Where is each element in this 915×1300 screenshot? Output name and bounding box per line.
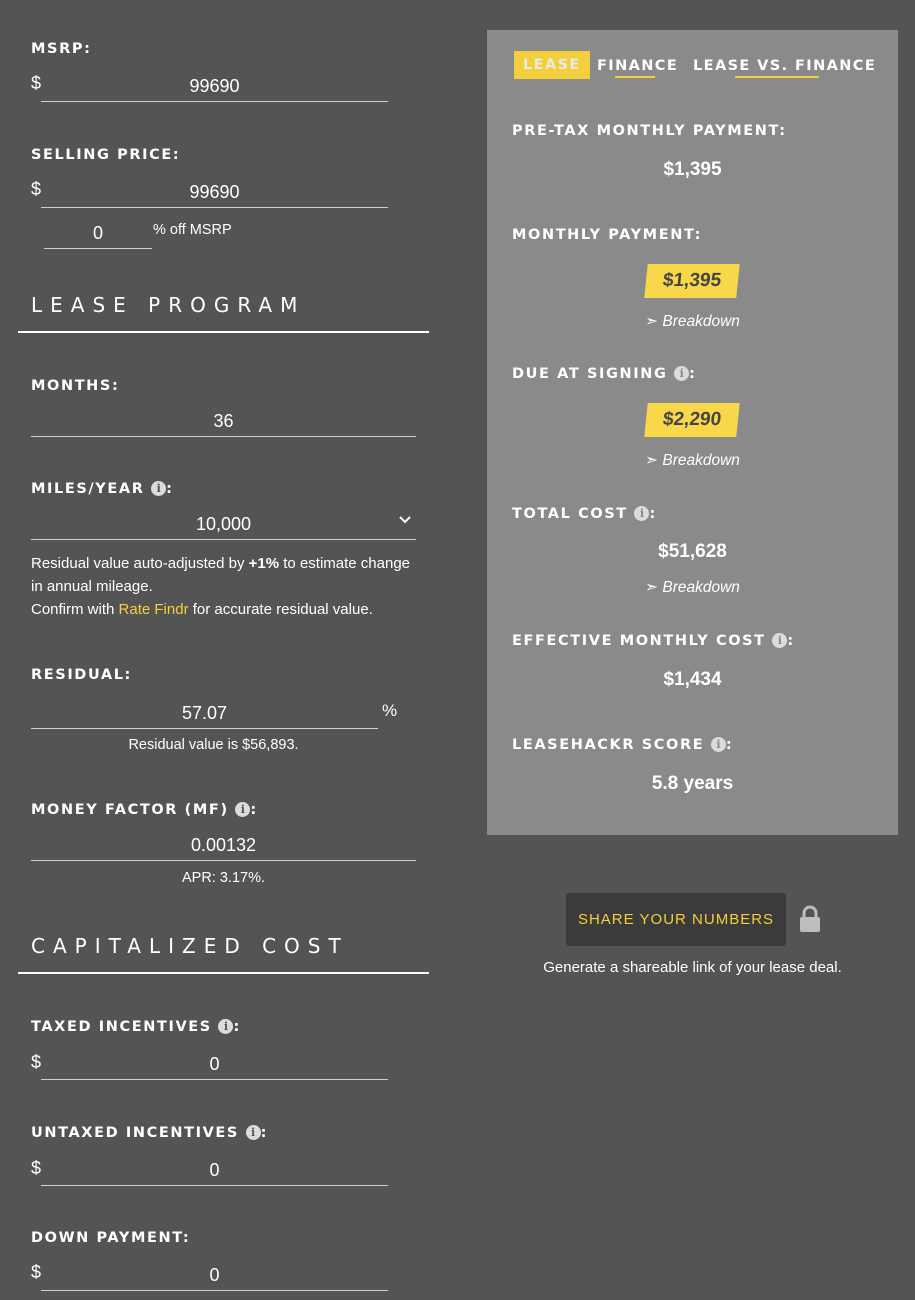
info-icon[interactable]: i xyxy=(246,1125,261,1140)
monthly-breakdown-link[interactable]: ➣ Breakdown xyxy=(645,313,740,330)
taxed-incentives-label-row xyxy=(31,1019,241,1035)
miles-label-row xyxy=(31,481,174,497)
residual-label: RESIDUAL: xyxy=(31,667,132,683)
msrp-label: MSRP: xyxy=(31,41,92,57)
msrp-input[interactable]: 99690 xyxy=(41,71,388,102)
confirm-suffix: for accurate residual value. xyxy=(188,601,373,618)
leasehackr-score-label: LEASEHACKR SCORE xyxy=(512,737,705,753)
untaxed-incentives-input[interactable]: 0 xyxy=(41,1155,388,1186)
info-icon[interactable]: i xyxy=(218,1019,233,1034)
mf-colon: : xyxy=(250,802,258,818)
taxed-incentives-currency: $ xyxy=(31,1052,42,1072)
total-colon: : xyxy=(649,506,657,522)
msrp-currency: $ xyxy=(31,73,42,93)
monthly-payment-badge: $1,395 xyxy=(644,264,740,298)
residual-note-bold: +1% xyxy=(248,555,280,572)
due-at-signing-badge: $2,290 xyxy=(644,403,740,437)
tab-lease-vs-finance-underline xyxy=(735,76,819,78)
taxed-incentives-input[interactable]: 0 xyxy=(41,1049,388,1080)
info-icon[interactable]: i xyxy=(634,506,649,521)
pretax-monthly-label: PRE-TAX MONTHLY PAYMENT: xyxy=(512,123,787,139)
total-breakdown-link[interactable]: ➣ Breakdown xyxy=(645,579,740,596)
leasehackr-score-value: 5.8 years xyxy=(651,773,734,794)
residual-value-note: Residual value is $56,893. xyxy=(128,737,299,753)
monthly-payment-label: MONTHLY PAYMENT: xyxy=(512,227,703,243)
down-payment-currency: $ xyxy=(31,1262,42,1282)
untaxed-incentives-label: UNTAXED INCENTIVES xyxy=(31,1125,239,1141)
taxed-colon: : xyxy=(233,1019,241,1035)
down-payment-input[interactable]: 0 xyxy=(41,1260,388,1291)
share-note: Generate a shareable link of your lease deal. xyxy=(543,959,842,976)
residual-note-text-2: to estimate change in annual mileage. xyxy=(31,555,411,595)
untaxed-incentives-currency: $ xyxy=(31,1158,42,1178)
taxed-incentives-label: TAXED INCENTIVES xyxy=(31,1019,212,1035)
percent-off-input[interactable]: 0 xyxy=(44,218,152,249)
selling-price-label: SELLING PRICE: xyxy=(31,147,181,163)
money-factor-label-row xyxy=(31,802,258,818)
confirm-prefix: Confirm with xyxy=(31,601,119,618)
due-at-signing-label: DUE AT SIGNING xyxy=(512,366,668,382)
info-icon[interactable]: i xyxy=(674,366,689,381)
tab-finance[interactable]: FINANCE xyxy=(597,58,679,74)
total-cost-label-row xyxy=(512,506,657,522)
selling-price-currency: $ xyxy=(31,179,42,199)
info-icon[interactable]: i xyxy=(151,481,166,496)
effective-colon: : xyxy=(787,633,795,649)
money-factor-label: MONEY FACTOR (MF) xyxy=(31,802,229,818)
score-colon: : xyxy=(725,737,734,753)
tab-lease[interactable]: LEASE xyxy=(514,51,590,79)
months-label: MONTHS: xyxy=(31,378,120,394)
results-panel xyxy=(487,30,898,835)
residual-note-text-1: Residual value auto-adjusted by xyxy=(31,555,249,572)
miles-label: MILES/YEAR xyxy=(31,481,145,497)
lease-program-rule xyxy=(18,331,429,333)
residual-adjust-note xyxy=(31,552,421,621)
pretax-monthly-value: $1,395 xyxy=(663,159,722,180)
total-cost-value: $51,628 xyxy=(658,541,727,562)
untaxed-incentives-label-row xyxy=(31,1125,268,1141)
due-colon: : xyxy=(689,366,697,382)
chevron-down-icon[interactable] xyxy=(398,515,412,525)
effective-monthly-label-row xyxy=(512,633,795,649)
months-input[interactable]: 36 xyxy=(31,406,416,437)
down-payment-label: DOWN PAYMENT: xyxy=(31,1230,191,1246)
residual-percent-sign: % xyxy=(382,701,398,720)
leasehackr-score-label-row xyxy=(512,737,733,753)
selling-price-input[interactable]: 99690 xyxy=(41,177,388,208)
share-numbers-button[interactable]: SHARE YOUR NUMBERS xyxy=(566,893,786,946)
money-factor-input[interactable]: 0.00132 xyxy=(31,830,416,861)
due-breakdown-link[interactable]: ➣ Breakdown xyxy=(645,452,740,469)
info-icon[interactable]: i xyxy=(711,737,726,752)
tab-finance-underline xyxy=(615,76,655,78)
percent-off-label: % off MSRP xyxy=(153,222,232,238)
effective-monthly-label: EFFECTIVE MONTHLY COST xyxy=(512,633,766,649)
total-cost-label: TOTAL COST xyxy=(512,506,628,522)
rate-findr-link[interactable]: Rate Findr xyxy=(118,601,189,618)
due-at-signing-label-row xyxy=(512,366,697,382)
capitalized-cost-rule xyxy=(18,972,429,974)
effective-monthly-value: $1,434 xyxy=(663,669,722,690)
info-icon[interactable]: i xyxy=(772,633,787,648)
miles-colon: : xyxy=(166,481,174,497)
tab-lease-vs-finance[interactable]: LEASE VS. FINANCE xyxy=(693,58,877,74)
capitalized-cost-title: CAPITALIZED COST xyxy=(31,934,349,958)
lock-icon[interactable] xyxy=(798,905,822,933)
lease-program-title: LEASE PROGRAM xyxy=(31,293,306,317)
apr-note: APR: 3.17%. xyxy=(181,870,265,886)
miles-select[interactable]: 10,000 xyxy=(31,509,416,540)
info-icon[interactable]: i xyxy=(235,802,250,817)
untaxed-colon: : xyxy=(260,1125,268,1141)
residual-input[interactable]: 57.07 xyxy=(31,698,378,729)
